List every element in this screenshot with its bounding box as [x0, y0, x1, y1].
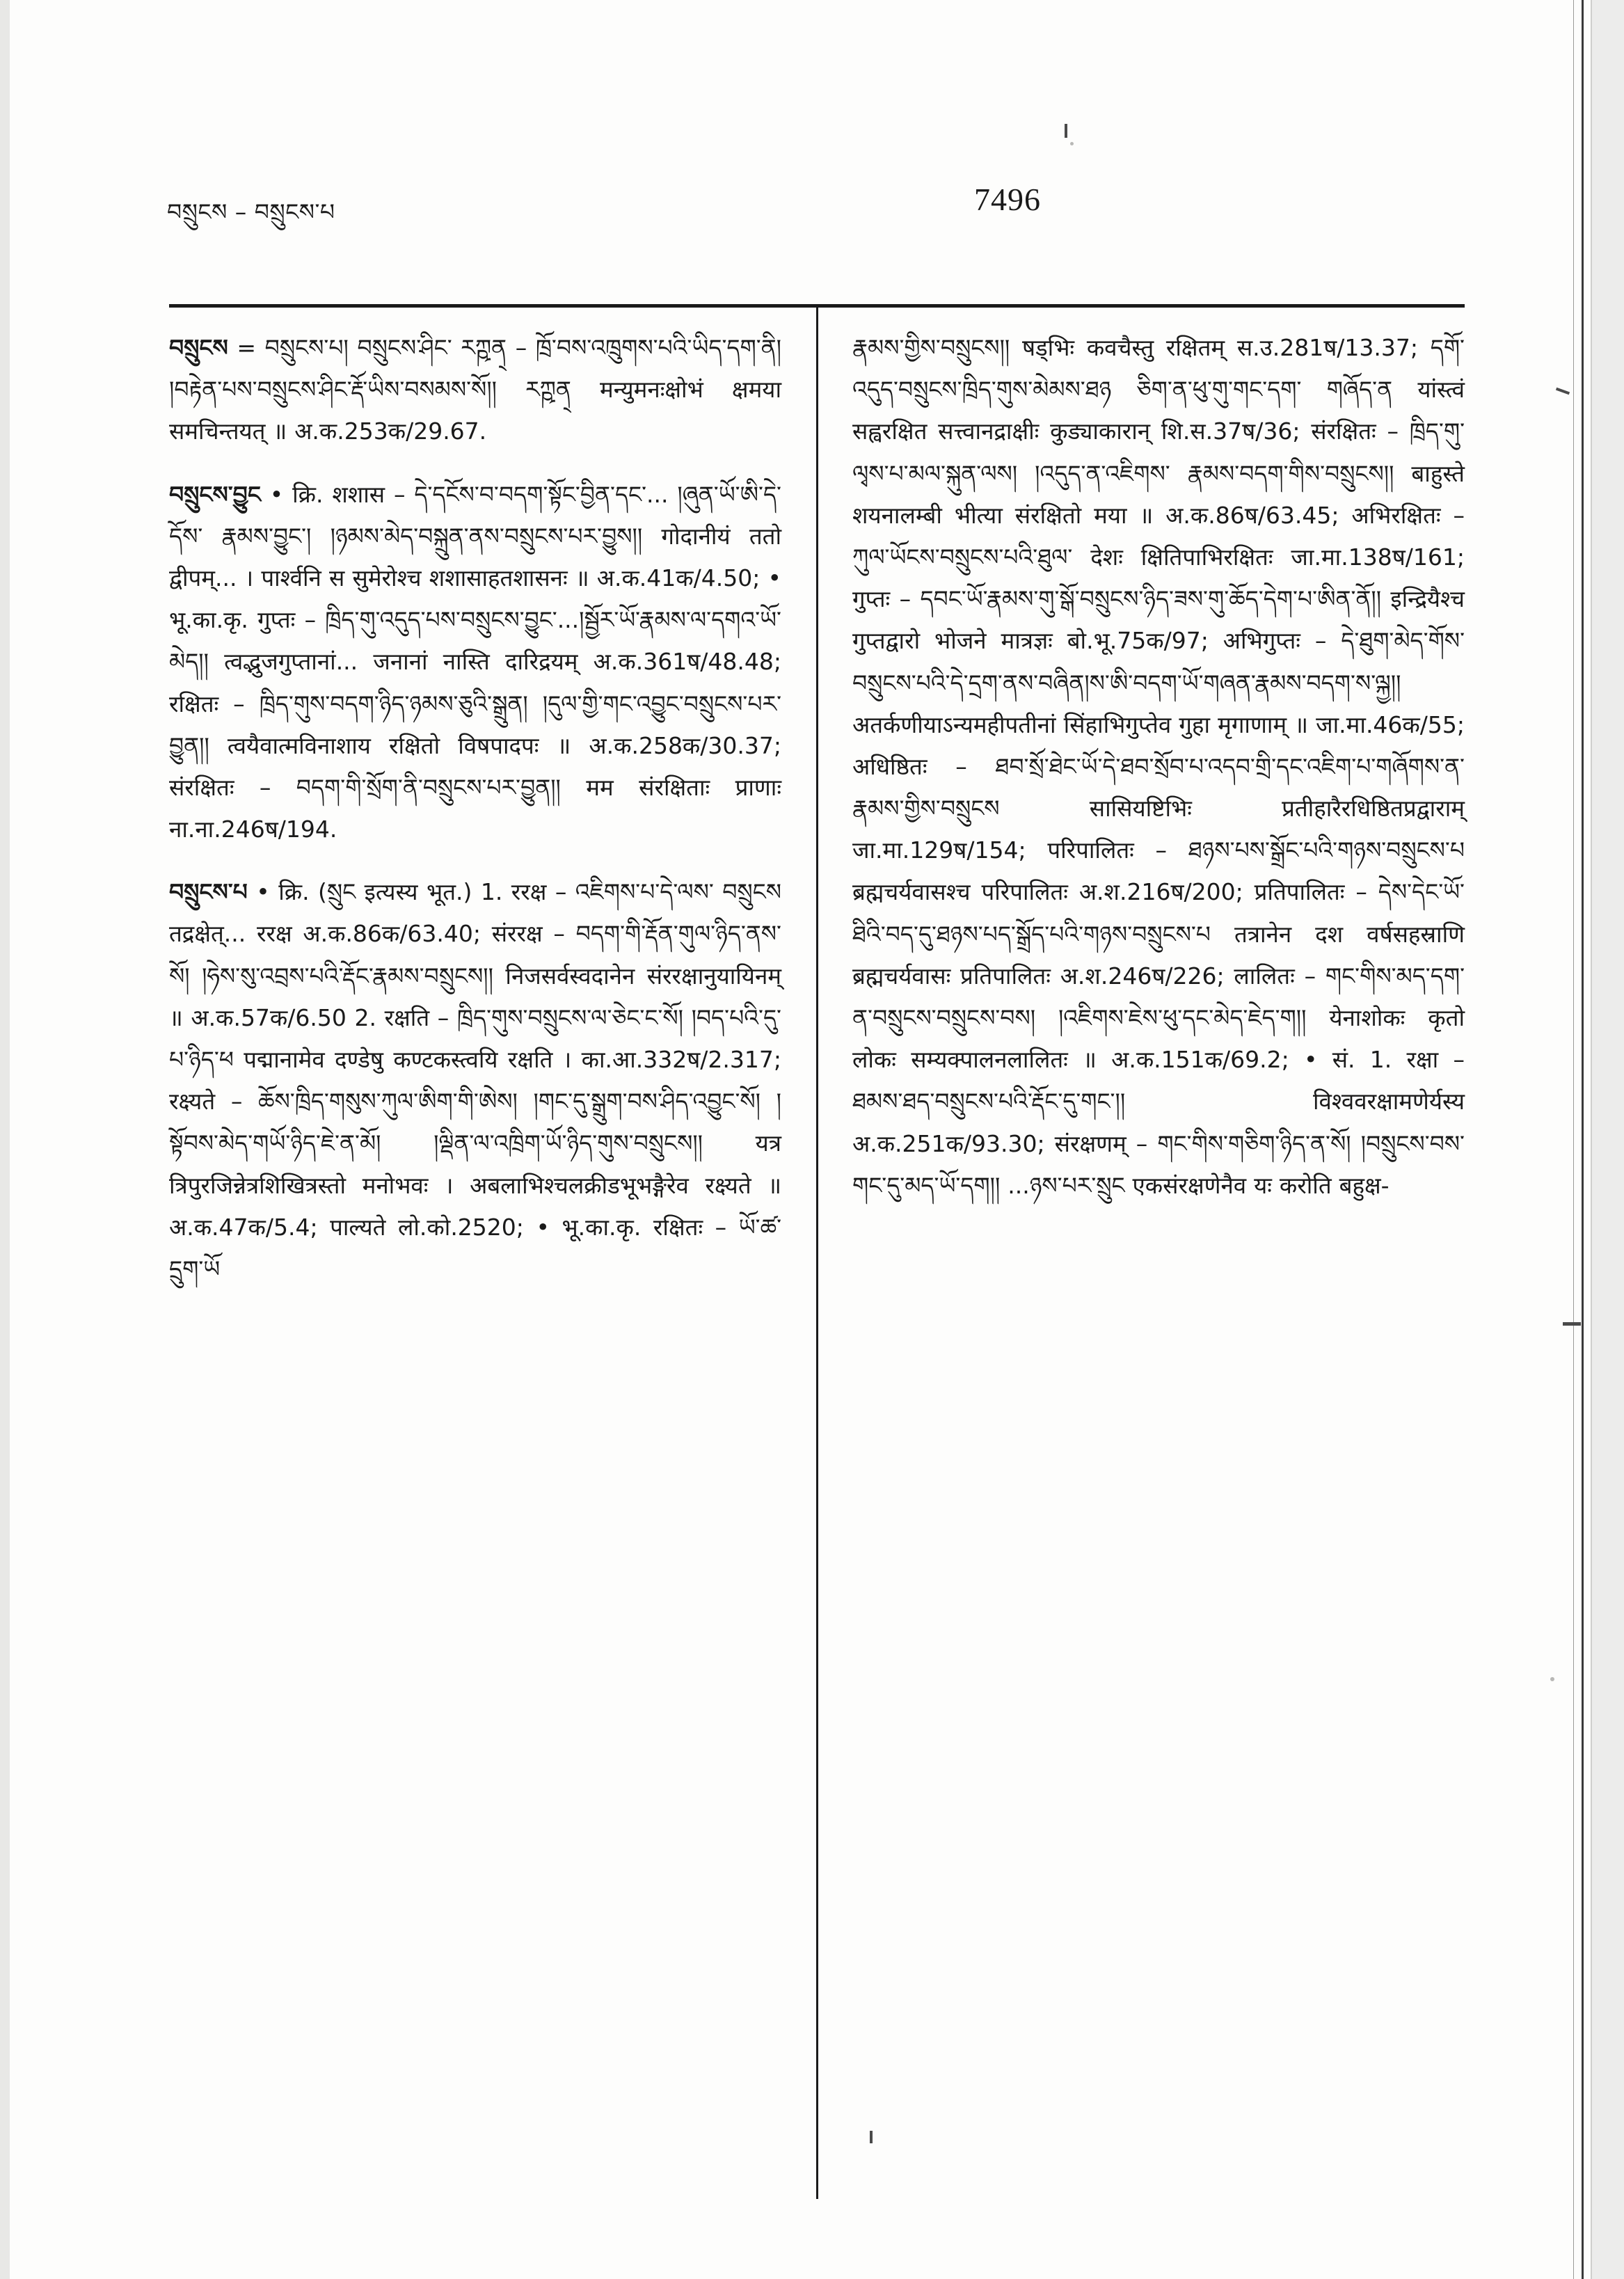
scan-edge-left — [0, 0, 10, 2279]
entry-body — [169, 327, 781, 453]
page-speckle — [1550, 1677, 1554, 1681]
entry-headword: བསྲུངས — [169, 334, 228, 361]
page-speckle — [1070, 142, 1074, 145]
dictionary-entry — [169, 474, 781, 851]
entry-body — [169, 871, 781, 1290]
dictionary-entry — [169, 871, 781, 1290]
column-divider — [816, 306, 818, 2199]
entry-headword: བསྲུངས་པ — [169, 878, 248, 906]
text-columns — [169, 327, 1465, 2192]
page-spine-line-secondary — [1573, 0, 1574, 2279]
page-header — [167, 182, 1461, 235]
dictionary-entry-continuation — [852, 327, 1465, 1207]
entry-body — [852, 327, 1465, 1207]
edge-tick-right-upper — [1556, 388, 1570, 395]
edge-tick-top — [1065, 124, 1067, 138]
page-spine-line — [1582, 0, 1584, 2279]
column-left — [169, 327, 781, 2192]
entry-text: རྣམས་གྱིས་བསྲུངས།། षड्भिः कवचैस्तु रक्षितम् स.उ.281ष/13.37; དགོ་འདུད་བསྲུངས་ཁྲིད་གུས་མེམས་ཐཉ ཅིག་ན་ཕུ་གུ་གང་དག་ གཞོད་ན यांस्त्वं सह्वरक्षित सत्त्वानद्राक्षीः कुड्याकारान् शि.स.37ष/36; संरक्षितः – ཁྲིད་གུ་ལྭས་པ་མལ་སྐུན་ལས། །འདུད་ན་འཇིགས་ རྣམས་བདག་གིས་བསྲུངས།། बाहुस्ते शयनालम्बी भीत्या संरक्षितो मया ॥ अ.क.86ष/63.45; अभिरक्षितः – ཀུལ་ཡོངས་བསྲུངས་པའི་ཐུལ་ देशः क्षितिपाभिरक्षितः जा.मा.138ष/161; गुप्तः – དབང་ཡོ་རྣམས་གུ་སྒོ་བསྲུངས་ཉིད་ཟས་གུ་ཆོད་དེག་པ་ཨིན་ནོ།། इन्द्रियैश्च गुप्तद्वारो भोजने मात्रज्ञः बो.भू.75क/97; अभिगुप्तः – དེ་ཐུག་མེད་གོས་བསྲུངས་པའི་དེ་དྲག་ནས་བཞིན།ས་ཨི་བདག་ཡོ་གཞན་རྣམས་བདག་ས་ལྐྱ།། अतर्कणीयाऽन्यमहीपतीनां सिंहाभिगुप्तेव गुहा मृगाणाम् ॥ जा.मा.46क/55; अधिष्ठितः – ཐབ་སྲོ་ཐེང་ཡོ་དེ་ཐབ་སྲོབ་པ་འདབ་གྲི་དང་འཇིག་པ་གཞོགས་ན་རྣམས་གྱིས་བསྲུངས सासियष्टिभिः प्रतीहारैरधिष्ठितप्रद्वाराम् जा.मा.129ष/154; परिपालितः – ཐཉས་པས་སྒྲོང་པའི་གཉས་བསྲུངས་པ ब्रह्मचर्यवासश्च परिपालितः अ.श.216ष/200; प्रतिपालितः – དེས་དེང་ཡོ་ཐིའི་བད་དུ་ཐཉས་པད་སྒྲོད་པའི་གཉས་བསྲུངས་པ तत्रानेन दश वर्षसहस्राणि ब्रह्मचर्यवासः प्रतिपालितः अ.श.246ष/226; लालितः – གང་གིས་མད་དག་ན་བསྲུངས་བསྲུངས་བས། །འཇིགས་ཇེས་ཕུ་དང་མེད་ཇེད་ག།། येनाशोकः कृतो लोकः सम्यक्पालनलालितः ॥ अ.क.151क/69.2; • सं. 1. रक्षा – ཐམས་ཐད་བསྲུངས་པའི་རྡོང་དུ་གང་།། विश्ववरक्षामणेर्यस्य अ.क.251क/93.30; संरक्षणम् – གང་གིས་གཅིག་ཉིད་ན་སོ། །བསྲུངས་བས་གང་དུ་མད་ཡོ་དག།། ...ཉས་པར་སྲུང एकसंरक्षणेनैव यः करोति बहुक्ष- — [852, 334, 1465, 1199]
page-number: 7496 — [974, 182, 1041, 217]
entry-text: • क्रि. शशास – དེ་དངོས་བ་བདག་སྟོང་བྱིན་དང་... །ཞུན་ཡོ་ཨི་དེ་དོས་ རྣམས་བྱུང་། །ཉམས་མེད་བསྐྲུན་ནས་བསྲུངས་པར་བྱུས།། गोदानीयं ततो द्वीपम्... । पार्श्वनि स सुमेरोश्च शशासाहतशासनः ॥ अ.क.41क/4.50; • भू.का.कृ. गुप्तः – ཁྲིད་གུ་འདུད་པས་བསྲུངས་བྱུང་...།སྦྱོར་ཡོ་རྣམས་ལ་དགའ་ཡོ་མེད།། त्वद्भुजगुप्तानां... जनानां नास्ति दारिद्रयम् अ.क.361ष/48.48; रक्षितः – ཁྲིད་གུས་བདག་ཉིད་ཉམས་ཅུའི་སྒྲུན། །དུལ་གྱི་གང་འབྱུང་བསྲུངས་པར་བྱུན།། त्वयैवात्मविनाशाय रक्षितो विषपादपः ॥ अ.क.258क/30.37; संरक्षितः – བདག་གི་སྲོག་ནི་བསྲུངས་པར་བྱུན།། मम संरक्षिताः प्राणाः ना.ना.246ष/194. — [169, 480, 781, 843]
entry-headword: བསྲུངས་བྱུང — [169, 480, 261, 508]
entry-body — [169, 474, 781, 851]
entry-text: = བསྲུངས་པ། བསྲུངས་ཤིང་ རཀྵན྄ – ཁྲོ་བས་འཁྲུགས་པའི་ཡིད་དག་ནི། །བརྟེན་པས་བསྲུངས་ཤིང་རྡོ་ཡིས་བསམས་སོ།། རཀྵན྄ मन्युमनःक्षोभं क्षमया समचिन्तयत् ॥ अ.क.253क/29.67. — [169, 334, 781, 445]
column-right — [852, 327, 1465, 2192]
entry-text: • क्रि. (སྲུང इत्यस्य भूत.) 1. ररक्ष – འཇིགས་པ་དེ་ལས་ བསྲུངས तद्रक्षेत्... ररक्ष अ.क.86क/63.40; संररक्ष – བདག་གི་རྡོན་གུལ་ཉིད་ནས་སོ། །ཧེས་སུ་འབྲས་པའི་རྡོང་རྣམས་བསྲུངས།། निजसर्वस्वदानेन संररक्षानुयायिनम् ॥ अ.क.57क/6.50 2. रक्षति – ཁྲིད་གུས་བསྲུངས་ལ་ཅེང་ང་སོ། །བད་པའི་དུ་པ་ཉིད་ཕ पद्मानामेव दण्डेषु कण्टकस्त्वयि रक्षति । का.आ.332ष/2.317; रक्ष्यते – ཆོས་ཁྲིད་གསུས་ཀུལ་ཨིག་གི་ཨེས། །གང་དུ་སྒྲུག་བས་ཤིད་འབྱུང་སོ། །སྟོབས་མེད་གཡོ་ཉིད་ཇེ་ན་མོ། །ལྡིན་ལ་འཁྲིག་ཡོ་ཉིད་གུས་བསྲུངས།། यत्र त्रिपुरजिन्नेत्रशिखित्रस्तो मनोभवः । अबलाभिश्चलक्रीडभूभङ्गैरेव रक्ष्यते ॥ अ.क.47क/5.4; पाल्यते लो.को.2520; • भू.का.कृ. रक्षितः – ཡོ་ཚ་དྲུག་ཡོ — [169, 878, 781, 1283]
dictionary-entry — [169, 327, 781, 453]
running-head: བསྲུངས – བསྲུངས་པ — [167, 198, 335, 225]
edge-tick-right-lower — [1563, 1322, 1581, 1326]
scan-edge-right — [1591, 0, 1624, 2279]
